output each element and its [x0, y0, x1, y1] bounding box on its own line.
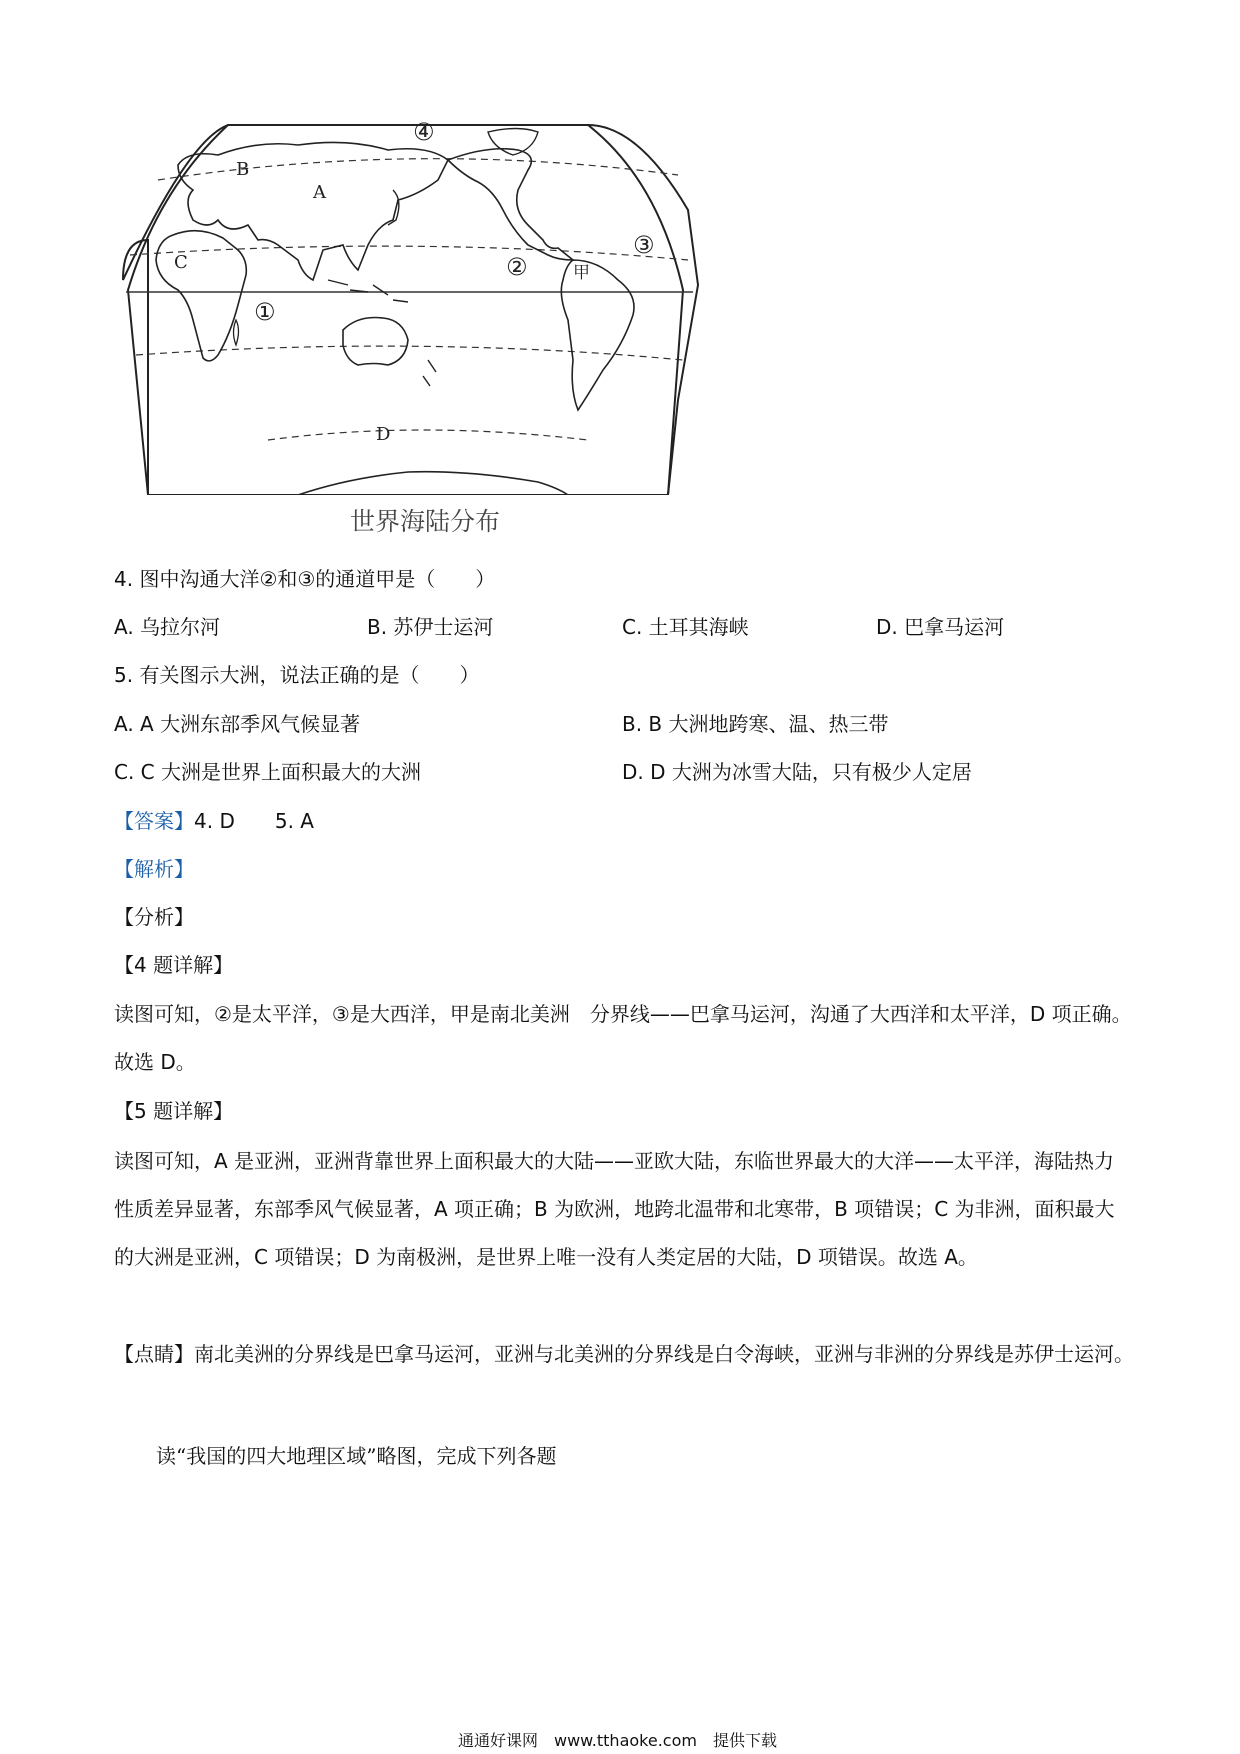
analysis-heading: 【解析】 [114, 857, 194, 881]
question-5-option-c: C. C 大洲是世界上面积最大的大洲 [114, 760, 422, 784]
map-caption: 世界海陆分布 [350, 507, 501, 536]
eurasia-outline [178, 142, 448, 280]
dianjing-body: 南北美洲的分界线是巴拿马运河，亚洲与北美洲的分界线是白令海峡，亚洲与非洲的分界线是苏伊士运河。 [194, 1342, 1134, 1366]
map-frame [123, 125, 698, 495]
dianjing-label: 【点睛】 [114, 1342, 194, 1366]
label-ocean-3: ③ [633, 231, 655, 259]
question-4-stem: 4. 图中沟通大洋②和③的通道甲是（ ） [114, 567, 496, 591]
label-ocean-4: ④ [413, 120, 435, 146]
question-4-option-b: B. 苏伊士运河 [367, 615, 494, 639]
answer-line [114, 807, 314, 835]
new-zealand-outline [423, 360, 436, 386]
q5-detail-heading: 【5 题详解】 [114, 1099, 234, 1123]
madagascar-outline [234, 320, 239, 345]
world-map-figure [118, 120, 768, 495]
next-question-intro: 读“我国的四大地理区域”略图，完成下列各题 [156, 1444, 557, 1468]
label-continent-b: B [236, 159, 250, 180]
north-america-outline [448, 149, 573, 260]
australia-outline [343, 318, 408, 366]
question-5-option-d: D. D 大洲为冰雪大陆，只有极少人定居 [622, 760, 972, 784]
dianjing-paragraph [114, 1330, 1134, 1378]
label-passage-jia: 甲 [573, 263, 590, 283]
label-continent-d: D [376, 424, 391, 445]
fenxi-heading: 【分析】 [114, 905, 194, 929]
answer-label: 【答案】 [114, 809, 194, 833]
question-5-stem: 5. 有关图示大洲，说法正确的是（ ） [114, 663, 480, 687]
antarctic-circle-line [268, 430, 588, 440]
southeast-asia-islands [328, 280, 408, 302]
greenland-outline [488, 129, 538, 156]
antarctica-outline [298, 472, 568, 495]
answer-text: 4. D 5. A [194, 809, 314, 833]
label-ocean-2: ② [506, 253, 528, 281]
label-ocean-1: ① [254, 298, 276, 326]
africa-outline [156, 231, 246, 361]
question-4-option-d: D. 巴拿马运河 [876, 615, 1005, 639]
question-4-option-a: A. 乌拉尔河 [114, 615, 221, 639]
question-5-option-b: B. B 大洲地跨寒、温、热三带 [622, 712, 889, 736]
question-5-option-a: A. A 大洲东部季风气候显著 [114, 712, 361, 736]
q4-detail-heading: 【4 题详解】 [114, 953, 234, 977]
map-frame-left [128, 125, 228, 495]
label-continent-c: C [174, 252, 188, 273]
question-4-option-c: C. 土耳其海峡 [622, 615, 749, 639]
q4-detail-body: 读图可知，②是太平洋，③是大西洋，甲是南北美洲 分界线——巴拿马运河，沟通了大西洋和太平洋，D 项正确。故选 D。 [114, 1002, 1132, 1074]
page-footer: 通通好课网 www.tthaoke.com 提供下载 [458, 1731, 777, 1750]
tropic-capricorn-line [136, 346, 683, 360]
q5-detail-body: 读图可知，A 是亚洲，亚洲背靠世界上面积最大的大陆——亚欧大陆，东临世界最大的大洋——太平洋，海陆热力性质差异显著，东部季风气候显著，A 项正确；B 为欧洲，地跨北温带和北寒带，B 项错误；C 为非洲，面积最大的大洲是亚洲，C 项错误；D 为南极洲，是世界上唯一没有人类定居的大陆，D 项错误。故选 A。 [114, 1149, 1115, 1269]
tropic-cancer-line [130, 246, 688, 260]
label-continent-a: A [313, 182, 326, 203]
